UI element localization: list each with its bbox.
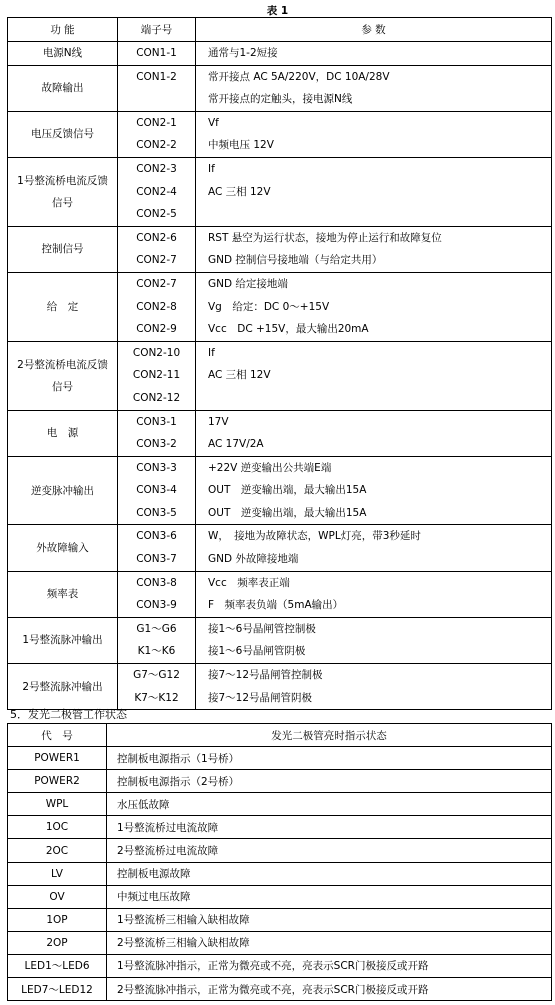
parameter-text: +22V 逆变输出公共端E端: [208, 461, 332, 474]
led-description: 2号整流桥过电流故障: [107, 839, 552, 862]
parameter-text: Vf: [208, 116, 219, 129]
led-row: [8, 885, 552, 908]
terminal-group-row: [8, 341, 552, 410]
terminal-group-row: [8, 456, 552, 525]
terminal-table-header: [8, 18, 552, 42]
led-description: 控制板电源指示（1号桥）: [107, 747, 552, 770]
terminal-number: CON2-12: [132, 391, 181, 404]
led-row: [8, 862, 552, 885]
function-cell: [8, 525, 118, 571]
terminal-group-row: [8, 226, 552, 272]
terminal-cell: [118, 65, 196, 111]
led-description: 中频过电压故障: [107, 885, 552, 908]
function-cell: [8, 571, 118, 617]
parameter-text: 17V: [208, 415, 229, 428]
parameter-text: Vcc DC +15V，最大输出20mA: [208, 323, 369, 336]
terminal-cell: [118, 525, 196, 571]
led-row: [8, 816, 552, 839]
led-row: [8, 978, 552, 1001]
terminal-number: CON3-8: [136, 576, 177, 589]
function-label: 电 源: [46, 427, 79, 440]
function-label: 1号整流桥电流反馈信号: [17, 174, 108, 209]
terminal-number: K1～K6: [137, 645, 176, 658]
parameter-text: Vcc 频率表正端: [208, 576, 290, 589]
terminal-number: CON3-7: [136, 553, 177, 566]
parameter-cell: [196, 525, 552, 571]
terminal-number: CON3-2: [136, 438, 177, 451]
parameter-text: Vg 给定：DC 0～+15V: [208, 300, 330, 313]
function-label: 2号整流脉冲输出: [22, 680, 103, 693]
header-parameter: 参 数: [196, 18, 552, 42]
led-code: LED1～LED6: [8, 954, 107, 977]
led-row: [8, 793, 552, 816]
led-table-header: [8, 724, 552, 747]
led-row: [8, 954, 552, 977]
parameter-cell: [196, 571, 552, 617]
led-description: 1号整流桥过电流故障: [107, 816, 552, 839]
function-cell: [8, 341, 118, 410]
terminal-number: CON2-4: [136, 185, 177, 198]
terminal-cell: [118, 272, 196, 341]
terminal-group-row: [8, 65, 552, 111]
led-description: 2号整流脉冲指示，正常为微亮或不亮，亮表示SCR门极接反或开路: [107, 978, 552, 1001]
parameter-text: OUT 逆变输出端，最大输出15A: [208, 506, 367, 519]
led-row: [8, 747, 552, 770]
terminal-number: CON2-7: [136, 254, 177, 267]
parameter-cell: [196, 111, 552, 157]
terminal-number: CON3-1: [136, 415, 177, 428]
parameter-cell: [196, 456, 552, 525]
function-label: 电压反馈信号: [31, 128, 94, 141]
function-label: 故障输出: [41, 82, 84, 95]
function-label: 逆变脉冲输出: [31, 484, 94, 497]
terminal-number: CON2-1: [136, 116, 177, 129]
function-label: 1号整流脉冲输出: [22, 634, 103, 647]
parameter-text: 通常与1-2短接: [208, 47, 278, 59]
parameter-text: AC 三相 12V: [208, 185, 271, 198]
led-code: 1OP: [8, 908, 107, 931]
function-cell: [8, 226, 118, 272]
terminal-group-row: [8, 617, 552, 663]
terminal-number: CON2-3: [136, 162, 177, 175]
parameter-cell: [196, 226, 552, 272]
led-code: OV: [8, 885, 107, 908]
parameter-text: 接1～6号晶闸管控制极: [208, 622, 316, 635]
terminal-number: CON3-4: [136, 484, 177, 497]
terminal-number: CON3-3: [136, 461, 177, 474]
parameter-cell: [196, 341, 552, 410]
header-function: 功 能: [8, 18, 118, 42]
terminal-cell: [118, 157, 196, 226]
header-status: 发光二极管亮时指示状态: [107, 724, 552, 747]
parameter-text: GND 给定接地端: [208, 277, 288, 290]
led-status-table: [7, 723, 552, 1001]
terminal-cell: [118, 111, 196, 157]
terminal-number: G1～G6: [136, 622, 177, 635]
led-code: WPL: [8, 793, 107, 816]
terminal-group-row: [8, 664, 552, 710]
parameter-text: F 频率表负端（5mA输出）: [208, 599, 344, 612]
parameter-text: 常开接点 AC 5A/220V，DC 10A/28V: [208, 70, 390, 83]
terminal-number: CON2-6: [136, 231, 177, 244]
led-code: POWER1: [8, 747, 107, 770]
terminal-number: CON2-2: [136, 139, 177, 152]
terminal-number: [118, 88, 195, 111]
terminal-number: CON3-5: [136, 506, 177, 519]
parameter-cell: [196, 410, 552, 456]
terminal-cell: [118, 456, 196, 525]
function-label: 频率表: [46, 588, 79, 601]
parameter-cell: [196, 65, 552, 111]
function-label: 电源N线: [42, 47, 83, 60]
parameter-text: 中频电压 12V: [208, 139, 274, 152]
parameter-cell: [196, 617, 552, 663]
parameter-cell: [196, 272, 552, 341]
terminal-number: CON1-1: [136, 47, 177, 59]
table-caption: 表 1: [266, 5, 289, 17]
led-code: 1OC: [8, 816, 107, 839]
terminal-cell: [118, 571, 196, 617]
led-row: [8, 839, 552, 862]
terminal-cell: [118, 42, 196, 66]
terminal-group-row: [8, 525, 552, 571]
function-label: 给 定: [46, 300, 79, 313]
parameter-text: AC 三相 12V: [208, 369, 271, 382]
function-cell: [8, 157, 118, 226]
parameter-text: 接1～6号晶闸管阴极: [208, 645, 306, 658]
parameter-text: W， 接地为故障状态，WPL灯亮，带3秒延时: [208, 530, 421, 543]
terminal-cell: [118, 410, 196, 456]
parameter-text: AC 17V/2A: [208, 438, 264, 451]
header-code: 代 号: [8, 724, 107, 747]
led-description: 1号整流桥三相输入缺相故障: [107, 908, 552, 931]
function-cell: [8, 664, 118, 710]
led-row: [8, 908, 552, 931]
function-label: 控制信号: [41, 243, 84, 256]
parameter-cell: [196, 157, 552, 226]
terminal-group-row: [8, 571, 552, 617]
terminal-number: CON3-6: [136, 530, 177, 543]
led-code: LED7～LED12: [8, 978, 107, 1001]
led-description: 控制板电源指示（2号桥）: [107, 770, 552, 793]
function-cell: [8, 617, 118, 663]
terminal-number: CON2-5: [136, 208, 177, 221]
led-code: 2OP: [8, 931, 107, 954]
parameter-text: If: [208, 346, 215, 359]
parameter-text: GND 外故障接地端: [208, 553, 299, 566]
led-description: 2号整流桥三相输入缺相故障: [107, 931, 552, 954]
function-cell: [8, 456, 118, 525]
parameter-text: [208, 203, 551, 226]
led-row: [8, 931, 552, 954]
parameter-text: 接7～12号晶闸管控制极: [208, 669, 323, 682]
led-code: LV: [8, 862, 107, 885]
parameter-text: 接7～12号晶闸管阴极: [208, 691, 313, 704]
terminal-number: CON1-2: [136, 70, 177, 83]
parameter-text: [208, 387, 551, 410]
parameter-cell: [196, 42, 552, 66]
terminal-number: CON2-8: [136, 300, 177, 313]
terminal-number: CON2-9: [136, 323, 177, 336]
terminal-cell: [118, 226, 196, 272]
led-code: POWER2: [8, 770, 107, 793]
parameter-text: If: [208, 162, 215, 175]
led-row: [8, 770, 552, 793]
section-title: 5．发光二极管工作状态: [10, 708, 127, 721]
terminal-number: CON2-11: [132, 369, 181, 382]
function-cell: [8, 272, 118, 341]
header-terminal: 端子号: [118, 18, 196, 42]
terminal-number: CON2-7: [136, 277, 177, 290]
terminal-group-row: [8, 157, 552, 226]
terminal-cell: [118, 664, 196, 710]
function-cell: [8, 410, 118, 456]
function-label: 外故障输入: [36, 542, 89, 555]
terminal-number: K7～K12: [134, 691, 179, 704]
terminal-number: CON2-10: [132, 346, 181, 359]
function-label: 2号整流桥电流反馈信号: [17, 358, 108, 393]
led-description: 控制板电源故障: [107, 862, 552, 885]
terminal-cell: [118, 617, 196, 663]
function-cell: [8, 111, 118, 157]
function-cell: [8, 65, 118, 111]
terminal-number: G7～G12: [133, 669, 180, 682]
terminal-group-row: [8, 111, 552, 157]
terminal-number: CON3-9: [136, 599, 177, 612]
parameter-text: RST 悬空为运行状态，接地为停止运行和故障复位: [208, 231, 442, 244]
parameter-text: 常开接点的定触头，接电源N线: [208, 93, 353, 106]
terminal-group-row: [8, 42, 552, 66]
terminal-group-row: [8, 272, 552, 341]
parameter-text: GND 控制信号接地端（与给定共用）: [208, 254, 383, 267]
led-description: 1号整流脉冲指示，正常为微亮或不亮，亮表示SCR门极接反或开路: [107, 954, 552, 977]
terminal-cell: [118, 341, 196, 410]
led-code: 2OC: [8, 839, 107, 862]
parameter-text: OUT 逆变输出端，最大输出15A: [208, 484, 367, 497]
parameter-cell: [196, 664, 552, 710]
function-cell: [8, 42, 118, 66]
terminal-table: [7, 17, 552, 710]
led-description: 水压低故障: [107, 793, 552, 816]
terminal-group-row: [8, 410, 552, 456]
